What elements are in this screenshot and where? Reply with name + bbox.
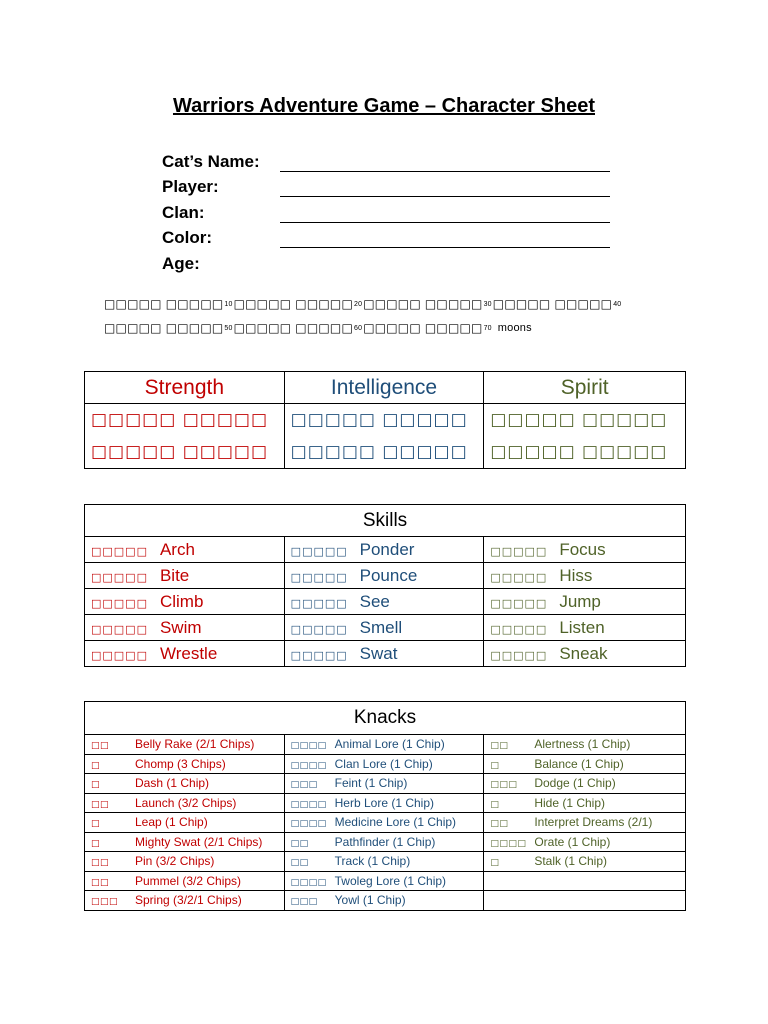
color-line[interactable] (280, 233, 610, 248)
skill-checkboxes[interactable]: □□□□□ (290, 648, 348, 662)
knack-checkboxes[interactable]: □□□ (490, 780, 518, 791)
knack-name: Orate (1 Chip) (534, 834, 611, 849)
skill-cell (484, 589, 686, 615)
skill-cell (284, 563, 484, 589)
knack-cell (284, 774, 484, 794)
skill-row (85, 641, 686, 667)
knack-name: Herb Lore (1 Chip) (334, 795, 435, 810)
age-checkboxes[interactable]: □□□□□ □□□□□ (492, 297, 613, 311)
skill-cell (85, 641, 285, 667)
skill-cell (284, 641, 484, 667)
age-marker: 60 (354, 324, 363, 332)
knack-cell (85, 754, 285, 774)
knack-checkboxes[interactable]: □□□□ (490, 838, 527, 849)
strength-boxes-row[interactable]: □□□□□ □□□□□ (91, 410, 269, 430)
age-checkboxes[interactable]: □□□□□ □□□□□ (363, 321, 483, 335)
skill-checkboxes[interactable]: □□□□□ (91, 596, 148, 610)
knack-cell (284, 871, 484, 891)
knack-name: Chomp (3 Chips) (135, 756, 226, 771)
knack-cell (484, 832, 686, 852)
knack-checkboxes[interactable]: □ (490, 858, 500, 869)
skill-name: See (359, 591, 390, 611)
knack-checkboxes[interactable]: □□□□ (290, 819, 327, 830)
age-checkboxes[interactable]: □□□□□ □□□□□ (233, 321, 353, 335)
skill-cell (85, 589, 285, 615)
knack-name: Clan Lore (1 Chip) (334, 756, 433, 771)
knack-name: Feint (1 Chip) (334, 776, 408, 791)
knack-cell (284, 754, 484, 774)
character-fields (162, 146, 610, 274)
knack-name: Pathfinder (1 Chip) (334, 834, 436, 849)
skill-cell (284, 615, 484, 641)
skill-checkboxes[interactable]: □□□□□ (91, 648, 148, 662)
age-checkboxes[interactable]: □□□□□ □□□□□ (104, 321, 224, 335)
age-track-line-2[interactable] (104, 316, 622, 340)
skill-cell (484, 563, 686, 589)
skill-checkboxes[interactable]: □□□□□ (91, 570, 148, 584)
skill-checkboxes[interactable]: □□□□□ (91, 544, 148, 558)
intelligence-boxes-row[interactable]: □□□□□ □□□□□ (290, 442, 468, 462)
knack-row (85, 735, 686, 755)
skill-name: Arch (159, 539, 195, 559)
skill-name: Climb (159, 591, 204, 611)
knack-cell (85, 832, 285, 852)
knack-checkboxes[interactable]: □ (91, 838, 101, 849)
knack-row (85, 852, 686, 872)
skill-name: Listen (559, 617, 605, 637)
knack-cell (85, 774, 285, 794)
intelligence-header: Intelligence (284, 372, 484, 404)
knack-name: Dodge (1 Chip) (534, 776, 616, 791)
intelligence-boxes[interactable] (284, 404, 484, 469)
knack-name: Launch (3/2 Chips) (135, 795, 237, 810)
knack-checkboxes[interactable]: □□□ (91, 897, 119, 908)
knack-cell (484, 871, 686, 891)
knack-checkboxes[interactable]: □□□□ (290, 877, 327, 888)
age-field (162, 248, 610, 274)
knack-cell (484, 793, 686, 813)
knack-checkboxes[interactable]: □ (91, 780, 101, 791)
knack-checkboxes[interactable]: □□□□ (290, 741, 327, 752)
cat-name-field[interactable] (162, 146, 610, 172)
knack-cell (85, 813, 285, 833)
knack-checkboxes[interactable]: □□ (91, 799, 110, 810)
knacks-table (84, 701, 686, 911)
knack-name: Medicine Lore (1 Chip) (334, 815, 457, 830)
knack-cell (284, 852, 484, 872)
age-marker: 70 (483, 324, 492, 332)
knack-checkboxes[interactable]: □□ (91, 741, 110, 752)
age-marker: 10 (224, 300, 233, 308)
knack-name: Balance (1 Chip) (534, 756, 624, 771)
knack-checkboxes[interactable]: □□ (290, 858, 309, 869)
knack-row (85, 871, 686, 891)
age-checkboxes[interactable]: □□□□□ □□□□□ (104, 297, 224, 311)
field-label: Age: (162, 253, 200, 273)
knack-row (85, 832, 686, 852)
knack-cell (484, 813, 686, 833)
knack-name: Twoleg Lore (1 Chip) (334, 873, 447, 888)
player-field[interactable] (162, 172, 610, 198)
strength-header: Strength (85, 372, 285, 404)
knack-row (85, 754, 686, 774)
knack-cell (484, 735, 686, 755)
knack-cell (85, 735, 285, 755)
knack-row (85, 793, 686, 813)
knack-checkboxes[interactable]: □ (91, 819, 101, 830)
skill-name: Wrestle (159, 643, 218, 663)
skill-checkboxes[interactable]: □□□□□ (290, 596, 348, 610)
knack-name: Animal Lore (1 Chip) (334, 737, 445, 752)
intelligence-boxes-row[interactable]: □□□□□ □□□□□ (290, 410, 468, 430)
knacks-title: Knacks (85, 702, 686, 735)
age-unit: moons (497, 322, 532, 334)
age-marker: 20 (354, 300, 363, 308)
knack-cell (484, 774, 686, 794)
knack-cell (484, 754, 686, 774)
knack-checkboxes[interactable]: □□ (91, 858, 110, 869)
knack-name: Spring (3/2/1 Chips) (135, 893, 242, 908)
knack-name: Yowl (1 Chip) (334, 893, 406, 908)
skill-name: Sneak (559, 643, 608, 663)
skill-row (85, 537, 686, 563)
knack-name: Mighty Swat (2/1 Chips) (135, 834, 263, 849)
skill-name: Pounce (359, 565, 418, 585)
attributes-table (84, 371, 686, 469)
skill-checkboxes[interactable]: □□□□□ (290, 544, 348, 558)
clan-field[interactable] (162, 197, 610, 223)
knack-row (85, 891, 686, 911)
knack-cell (85, 871, 285, 891)
knack-name: Interpret Dreams (2/1) (534, 815, 653, 830)
knack-cell (484, 852, 686, 872)
knack-name: Belly Rake (2/1 Chips) (135, 737, 255, 752)
knack-name: Dash (1 Chip) (135, 776, 210, 791)
skill-cell (85, 563, 285, 589)
knack-cell (284, 735, 484, 755)
skill-name: Jump (559, 591, 601, 611)
field-label: Cat’s Name: (162, 151, 260, 171)
knack-cell (284, 813, 484, 833)
skill-checkboxes[interactable]: □□□□□ (290, 622, 348, 636)
knack-checkboxes[interactable]: □ (490, 799, 500, 810)
age-marker: 50 (224, 324, 233, 332)
color-field[interactable] (162, 223, 610, 249)
skill-cell (284, 537, 484, 563)
knack-checkboxes[interactable]: □□ (91, 877, 110, 888)
skills-table (84, 504, 686, 667)
strength-boxes[interactable] (85, 404, 285, 469)
spirit-boxes-row[interactable]: □□□□□ □□□□□ (490, 410, 668, 430)
skill-checkboxes[interactable]: □□□□□ (490, 544, 548, 558)
skill-checkboxes[interactable]: □□□□□ (490, 648, 548, 662)
knack-checkboxes[interactable]: □□□ (290, 897, 318, 908)
knack-name: Pin (3/2 Chips) (135, 854, 215, 869)
knack-cell (284, 891, 484, 911)
knack-name: Alertness (1 Chip) (534, 737, 631, 752)
skill-checkboxes[interactable]: □□□□□ (290, 570, 348, 584)
skill-cell (484, 615, 686, 641)
clan-line[interactable] (280, 208, 610, 223)
cat-name-line[interactable] (280, 157, 610, 172)
skill-name: Swat (359, 643, 398, 663)
knack-cell (284, 832, 484, 852)
knack-name: Pummel (3/2 Chips) (135, 873, 242, 888)
skill-checkboxes[interactable]: □□□□□ (490, 570, 548, 584)
field-label: Clan: (162, 202, 205, 222)
skill-name: Hiss (559, 565, 593, 585)
knack-checkboxes[interactable]: □□□ (290, 780, 318, 791)
knack-checkboxes[interactable]: □□ (490, 741, 509, 752)
skill-name: Focus (559, 539, 606, 559)
age-marker: 40 (613, 300, 622, 308)
age-track[interactable] (104, 292, 622, 340)
sheet-title: Warriors Adventure Game – Character Sheet (172, 95, 595, 117)
spirit-header: Spirit (484, 372, 686, 404)
skill-row (85, 589, 686, 615)
skills-title: Skills (85, 505, 686, 537)
skill-name: Smell (359, 617, 403, 637)
skill-row (85, 563, 686, 589)
knack-checkboxes[interactable]: □□ (490, 819, 509, 830)
skill-name: Ponder (359, 539, 415, 559)
strength-boxes-row[interactable]: □□□□□ □□□□□ (91, 442, 269, 462)
spirit-boxes[interactable] (484, 404, 686, 469)
skill-name: Bite (159, 565, 190, 585)
knack-cell (85, 852, 285, 872)
field-label: Color: (162, 228, 213, 247)
spirit-boxes-row[interactable]: □□□□□ □□□□□ (490, 442, 668, 462)
age-track-line-1[interactable] (104, 292, 622, 316)
player-line[interactable] (280, 182, 610, 197)
skill-cell (85, 615, 285, 641)
knack-checkboxes[interactable]: □ (490, 760, 500, 771)
skill-checkboxes[interactable]: □□□□□ (490, 596, 548, 610)
knack-name: Stalk (1 Chip) (534, 854, 608, 869)
knack-checkboxes[interactable]: □□□□ (290, 799, 327, 810)
age-checkboxes[interactable]: □□□□□ □□□□□ (233, 297, 353, 311)
knack-cell (484, 891, 686, 911)
knack-cell (85, 891, 285, 911)
knack-name: Hide (1 Chip) (534, 795, 606, 810)
knack-cell (284, 793, 484, 813)
skill-checkboxes[interactable]: □□□□□ (490, 622, 548, 636)
knack-cell (85, 793, 285, 813)
skill-checkboxes[interactable]: □□□□□ (91, 622, 148, 636)
knack-checkboxes[interactable]: □□□□ (290, 760, 327, 771)
knack-checkboxes[interactable]: □□ (290, 838, 309, 849)
knack-checkboxes[interactable]: □ (91, 760, 101, 771)
skill-cell (85, 537, 285, 563)
skill-name: Swim (159, 617, 202, 637)
knack-name: Track (1 Chip) (334, 854, 411, 869)
field-label: Player: (162, 177, 219, 196)
knack-name: Leap (1 Chip) (135, 815, 208, 830)
knack-row (85, 774, 686, 794)
age-marker: 30 (483, 300, 492, 308)
skill-cell (284, 589, 484, 615)
age-checkboxes[interactable]: □□□□□ □□□□□ (363, 297, 483, 311)
skill-row (85, 615, 686, 641)
skill-cell (484, 641, 686, 667)
skill-cell (484, 537, 686, 563)
knack-row (85, 813, 686, 833)
